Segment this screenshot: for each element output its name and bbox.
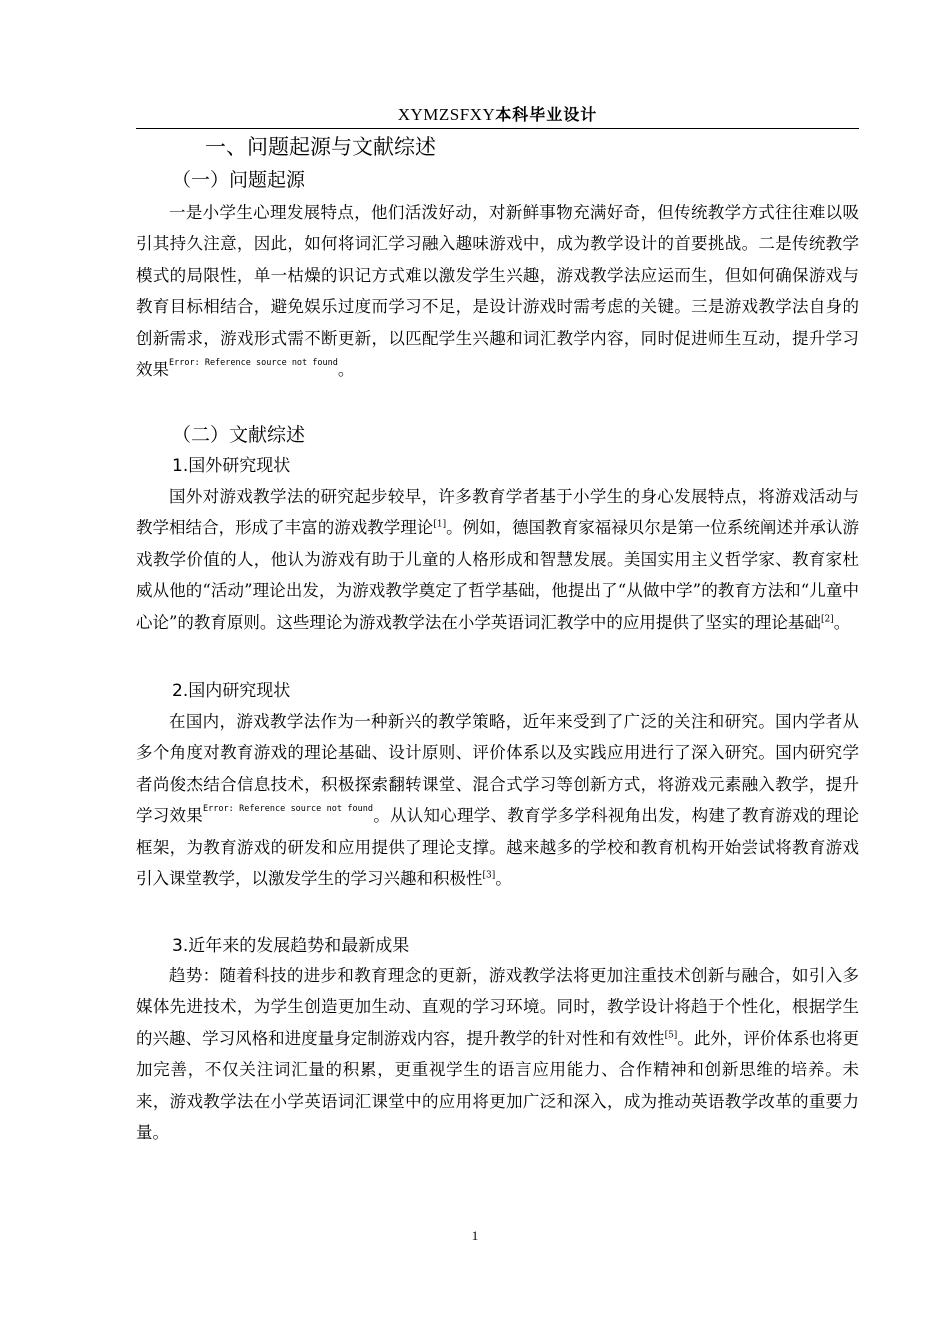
paragraph-origin-text: 一是小学生心理发展特点，他们活泼好动，对新鲜事物充满好奇，但传统教学方式往往难以吸引其持久注意，因此，如何将词汇学习融入趣味游戏中，成为教学设计的首要挑战。二是传统教学模式的局限性，单一枯燥的识记方式难以激发学生兴趣，游戏教学法应运而生，但如何确保游戏与教育目标相结合，避免娱乐过度而学习不足，是设计游戏时需考虑的关键。三是游戏教学法自身的创新需求，游戏形式需不断更新，以匹配学生兴趣和词汇教学内容，同时促进师生互动，提升学习效果 [136, 203, 859, 380]
trends-text-b: 。此外，评价体系也将更加完善，不仅关注词汇量的积累，更重视学生的语言应用能力、合作精神和创新思维的培养。未来，游戏教学法在小学英语词汇课堂中的应用将更加广泛和深入，成为推动英语教学改革的重要力量。 [136, 1028, 860, 1143]
running-header [136, 102, 859, 129]
paragraph-origin [136, 197, 859, 385]
paragraph-foreign-research [136, 481, 859, 638]
domestic-text-c: 。 [495, 869, 512, 889]
trends-text-a: 趋势：随着科技的进步和教育理念的更新，游戏教学法将更加注重技术创新与融合，如引入多媒体先进技术，为学生创造更加生动、直观的学习环境。同时，教学设计将趋于个性化，根据学生的兴趣、学习风格和进度量身定制游戏内容，提升教学的针对性和有效性 [136, 966, 859, 1048]
citation-2: [2] [820, 614, 834, 625]
reference-error: Error: Reference source not found [169, 358, 338, 369]
foreign-text-b: 。例如，德国教育家福禄贝尔是第一位系统阐述并承认游戏教学价值的人，他认为游戏有助于儿童的人格形成和智慧发展。美国实用主义哲学家、教育家杜威从他的“活动”理论出发，为游戏教学奠定了哲学基础，他提出了“从做中学”的教育方法和“儿童中心论”的教育原则。这些理论为游戏教学法在小学英语词汇教学中的应用提供了坚实的理论基础 [136, 518, 860, 632]
citation-1: [1] [433, 519, 447, 530]
paragraph-recent-trends [136, 960, 859, 1148]
heading-recent-trends: 3.近年来的发展趋势和最新成果 [172, 936, 410, 956]
heading-domestic-research: 2.国内研究现状 [172, 681, 291, 701]
foreign-text-a: 国外对游戏教学法的研究起步较早，许多教育学者基于小学生的身心发展特点，将游戏活动与教学相结合，形成了丰富的游戏教学理论 [136, 487, 859, 538]
paragraph-origin-end: 。 [337, 360, 355, 380]
citation-5: [5] [664, 1030, 678, 1041]
header-school-code: XYMZSFXY [397, 105, 496, 124]
paragraph-domestic-research [136, 706, 859, 894]
subsection-title-origin: （一）问题起源 [172, 169, 306, 191]
section-title: 一、问题起源与文献综述 [205, 135, 436, 159]
domestic-text-a: 在国内，游戏教学法作为一种新兴的教学策略，近年来受到了广泛的关注和研究。国内学者从多个角度对教育游戏的理论基础、设计原则、评价体系以及实践应用进行了深入研究。国内研究学者尚俊杰结合信息技术，积极探索翻转课堂、混合式学习等创新方式，将游戏元素融入教学，提升学习效果 [136, 712, 859, 826]
reference-error: Error: Reference source not found [203, 804, 373, 815]
page-number: 1 [471, 1228, 479, 1243]
heading-foreign-research: 1.国外研究现状 [172, 456, 291, 476]
header-title: 本科毕业设计 [495, 105, 598, 124]
citation-3: [3] [482, 870, 496, 881]
domestic-text-b: 。从认知心理学、教育学多学科视角出发，构建了教育游戏的理论框架，为教育游戏的研发和应用提供了理论支撑。越来越多的学校和教育机构开始尝试将教育游戏引入课堂教学，以激发学生的学习兴趣和积极性 [136, 806, 860, 889]
foreign-text-c: 。 [833, 612, 851, 632]
subsection-title-review: （二）文献综述 [172, 424, 306, 446]
